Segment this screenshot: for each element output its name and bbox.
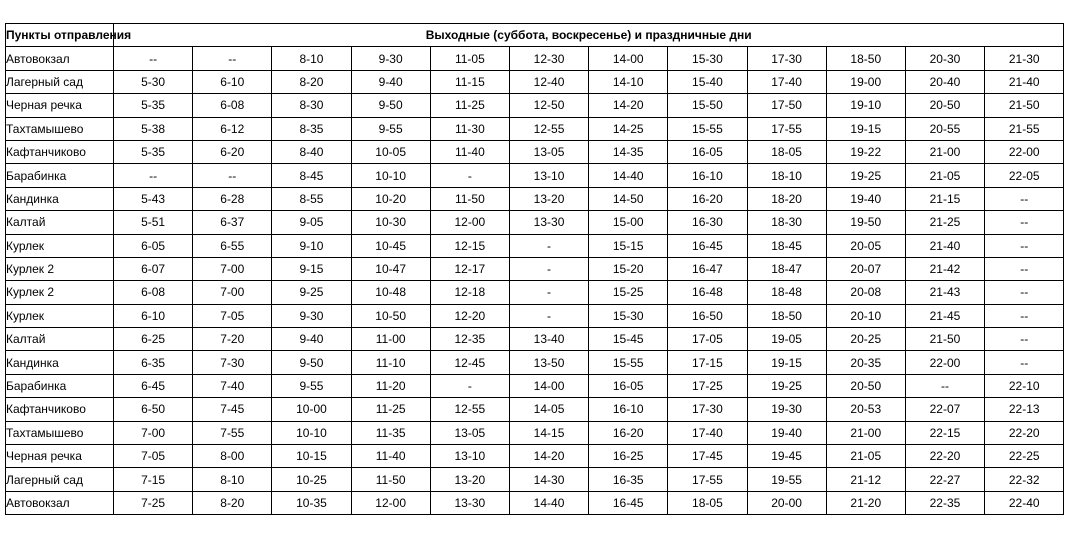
table-row xyxy=(6,304,1064,327)
departure-time-cell: 6-08 xyxy=(193,94,272,117)
departure-time-cell: 10-30 xyxy=(351,211,430,234)
departure-time-cell: 19-40 xyxy=(747,421,826,444)
departure-time-cell: 12-45 xyxy=(430,351,509,374)
departure-time-cell: 12-40 xyxy=(509,70,588,93)
stop-name-cell: Тахтамышево xyxy=(6,117,114,140)
schedule-body xyxy=(6,47,1064,515)
stop-name-cell: Кандинка xyxy=(6,187,114,210)
stop-name-cell: Лагерный сад xyxy=(6,70,114,93)
departure-time-cell: 18-20 xyxy=(747,187,826,210)
departure-time-cell: 17-40 xyxy=(747,70,826,93)
departure-time-cell: 11-25 xyxy=(351,398,430,421)
departure-time-cell: 14-30 xyxy=(509,468,588,491)
departure-time-cell: 7-25 xyxy=(114,491,193,514)
departure-time-cell: 5-38 xyxy=(114,117,193,140)
departure-time-cell: -- xyxy=(985,304,1064,327)
table-row xyxy=(6,468,1064,491)
departure-time-cell: 7-00 xyxy=(193,281,272,304)
departure-time-cell: 19-45 xyxy=(747,445,826,468)
header-row xyxy=(6,24,1064,47)
departure-time-cell: 16-10 xyxy=(589,398,668,421)
departure-time-cell: 12-35 xyxy=(430,328,509,351)
table-row xyxy=(6,491,1064,514)
departure-time-cell: 11-40 xyxy=(430,140,509,163)
departure-time-cell: 15-20 xyxy=(589,257,668,280)
departure-time-cell: 19-15 xyxy=(747,351,826,374)
departure-time-cell: 16-35 xyxy=(589,468,668,491)
bus-schedule-table xyxy=(5,23,1064,515)
departure-time-cell: 19-25 xyxy=(747,374,826,397)
stop-name-cell: Калтай xyxy=(6,211,114,234)
departure-time-cell: 5-30 xyxy=(114,70,193,93)
departure-time-cell: 20-00 xyxy=(747,491,826,514)
departure-time-cell: 16-20 xyxy=(589,421,668,444)
days-header: Выходные (суббота, воскресенье) и праздничные дни xyxy=(114,24,1064,47)
departure-time-cell: 9-55 xyxy=(272,374,351,397)
departure-time-cell: 19-40 xyxy=(826,187,905,210)
departure-time-cell: 9-50 xyxy=(272,351,351,374)
departure-time-cell: 6-35 xyxy=(114,351,193,374)
departure-time-cell: 17-30 xyxy=(668,398,747,421)
departure-time-cell: 20-40 xyxy=(905,70,984,93)
departure-time-cell: 12-17 xyxy=(430,257,509,280)
departure-time-cell: 22-27 xyxy=(905,468,984,491)
departure-time-cell: 9-55 xyxy=(351,117,430,140)
departure-time-cell: 10-05 xyxy=(351,140,430,163)
departure-time-cell: 15-25 xyxy=(589,281,668,304)
departure-time-cell: 8-10 xyxy=(272,47,351,70)
departure-time-cell: 21-40 xyxy=(905,234,984,257)
departure-time-cell: 9-40 xyxy=(272,328,351,351)
departure-time-cell: 7-45 xyxy=(193,398,272,421)
departure-time-cell: 8-20 xyxy=(193,491,272,514)
departure-time-cell: 14-00 xyxy=(589,47,668,70)
departure-time-cell: 21-12 xyxy=(826,468,905,491)
departure-time-cell: 11-00 xyxy=(351,328,430,351)
departure-time-cell: 21-30 xyxy=(985,47,1064,70)
departure-time-cell: 21-25 xyxy=(905,211,984,234)
departure-time-cell: 6-10 xyxy=(193,70,272,93)
departure-time-cell: 21-45 xyxy=(905,304,984,327)
departure-time-cell: 15-50 xyxy=(668,94,747,117)
departure-time-cell: -- xyxy=(905,374,984,397)
departure-time-cell: 20-35 xyxy=(826,351,905,374)
table-row xyxy=(6,445,1064,468)
departure-time-cell: 6-28 xyxy=(193,187,272,210)
departure-time-cell: 19-25 xyxy=(826,164,905,187)
departure-time-cell: -- xyxy=(985,351,1064,374)
departure-time-cell: 12-15 xyxy=(430,234,509,257)
table-row xyxy=(6,164,1064,187)
departure-time-cell: 22-32 xyxy=(985,468,1064,491)
stop-name-cell: Тахтамышево xyxy=(6,421,114,444)
departure-time-cell: 8-45 xyxy=(272,164,351,187)
departure-time-cell: 6-55 xyxy=(193,234,272,257)
departure-time-cell: 11-05 xyxy=(430,47,509,70)
departure-time-cell: - xyxy=(509,257,588,280)
stop-name-cell: Автовокзал xyxy=(6,491,114,514)
departure-time-cell: 21-55 xyxy=(985,117,1064,140)
departure-time-cell: 21-15 xyxy=(905,187,984,210)
departure-time-cell: - xyxy=(430,164,509,187)
departure-time-cell: 21-50 xyxy=(985,94,1064,117)
departure-time-cell: 8-30 xyxy=(272,94,351,117)
departure-time-cell: 20-55 xyxy=(905,117,984,140)
departure-time-cell: 6-10 xyxy=(114,304,193,327)
table-row xyxy=(6,328,1064,351)
departure-time-cell: - xyxy=(509,234,588,257)
departure-time-cell: 16-20 xyxy=(668,187,747,210)
departure-time-cell: 14-35 xyxy=(589,140,668,163)
table-row xyxy=(6,70,1064,93)
stop-name-cell: Кафтанчиково xyxy=(6,140,114,163)
departure-time-cell: 5-51 xyxy=(114,211,193,234)
departure-time-cell: 9-15 xyxy=(272,257,351,280)
departure-time-cell: 19-00 xyxy=(826,70,905,93)
departure-time-cell: 9-30 xyxy=(351,47,430,70)
departure-time-cell: 13-05 xyxy=(509,140,588,163)
departure-time-cell: 10-00 xyxy=(272,398,351,421)
departure-time-cell: 22-13 xyxy=(985,398,1064,421)
departure-time-cell: 5-43 xyxy=(114,187,193,210)
departure-time-cell: 7-00 xyxy=(193,257,272,280)
departure-time-cell: 17-30 xyxy=(747,47,826,70)
departure-time-cell: 18-05 xyxy=(668,491,747,514)
departure-time-cell: 13-40 xyxy=(509,328,588,351)
departure-time-cell: 17-15 xyxy=(668,351,747,374)
departure-time-cell: 7-15 xyxy=(114,468,193,491)
departure-time-cell: 17-50 xyxy=(747,94,826,117)
departure-time-cell: 10-10 xyxy=(351,164,430,187)
table-row xyxy=(6,374,1064,397)
departure-time-cell: 22-05 xyxy=(985,164,1064,187)
departure-time-cell: 18-05 xyxy=(747,140,826,163)
stop-name-cell: Черная речка xyxy=(6,94,114,117)
departure-time-cell: 19-22 xyxy=(826,140,905,163)
departure-time-cell: -- xyxy=(114,47,193,70)
departure-time-cell: 8-55 xyxy=(272,187,351,210)
departure-time-cell: 9-10 xyxy=(272,234,351,257)
table-row xyxy=(6,140,1064,163)
departure-time-cell: 22-15 xyxy=(905,421,984,444)
stop-name-cell: Курлек 2 xyxy=(6,257,114,280)
departure-time-cell: 13-05 xyxy=(430,421,509,444)
departure-time-cell: 22-10 xyxy=(985,374,1064,397)
departure-time-cell: 10-25 xyxy=(272,468,351,491)
departure-time-cell: 12-18 xyxy=(430,281,509,304)
departure-time-cell: 18-47 xyxy=(747,257,826,280)
departure-time-cell: 19-15 xyxy=(826,117,905,140)
departure-time-cell: 20-25 xyxy=(826,328,905,351)
departure-time-cell: 21-05 xyxy=(905,164,984,187)
departure-time-cell: 8-20 xyxy=(272,70,351,93)
departure-time-cell: 16-45 xyxy=(589,491,668,514)
departure-time-cell: 6-50 xyxy=(114,398,193,421)
departure-time-cell: 18-30 xyxy=(747,211,826,234)
departure-time-cell: 7-40 xyxy=(193,374,272,397)
departure-time-cell: 21-40 xyxy=(985,70,1064,93)
stop-name-cell: Барабинка xyxy=(6,164,114,187)
departure-time-cell: 10-50 xyxy=(351,304,430,327)
departure-time-cell: 9-30 xyxy=(272,304,351,327)
departure-time-cell: 6-07 xyxy=(114,257,193,280)
stop-name-cell: Калтай xyxy=(6,328,114,351)
departure-time-cell: 11-15 xyxy=(430,70,509,93)
departure-time-cell: 21-20 xyxy=(826,491,905,514)
departure-time-cell: 21-00 xyxy=(826,421,905,444)
departure-time-cell: -- xyxy=(193,47,272,70)
departure-time-cell: 22-35 xyxy=(905,491,984,514)
departure-time-cell: 14-25 xyxy=(589,117,668,140)
departure-time-cell: 15-40 xyxy=(668,70,747,93)
departure-time-cell: 15-30 xyxy=(589,304,668,327)
departure-time-cell: 17-45 xyxy=(668,445,747,468)
departure-time-cell: 20-07 xyxy=(826,257,905,280)
departure-time-cell: 8-35 xyxy=(272,117,351,140)
departure-time-cell: 6-20 xyxy=(193,140,272,163)
departure-time-cell: 19-50 xyxy=(826,211,905,234)
departure-time-cell: 20-30 xyxy=(905,47,984,70)
departure-time-cell: 10-48 xyxy=(351,281,430,304)
departure-time-cell: -- xyxy=(193,164,272,187)
departure-time-cell: 13-30 xyxy=(430,491,509,514)
departure-time-cell: 20-08 xyxy=(826,281,905,304)
departure-time-cell: 14-00 xyxy=(509,374,588,397)
departure-time-cell: 18-45 xyxy=(747,234,826,257)
table-row xyxy=(6,351,1064,374)
departure-time-cell: 7-30 xyxy=(193,351,272,374)
departure-time-cell: 22-40 xyxy=(985,491,1064,514)
stop-name-cell: Лагерный сад xyxy=(6,468,114,491)
departure-time-cell: 13-50 xyxy=(509,351,588,374)
departure-time-cell: 9-25 xyxy=(272,281,351,304)
table-row xyxy=(6,117,1064,140)
departure-time-cell: 6-08 xyxy=(114,281,193,304)
departure-time-cell: 11-50 xyxy=(430,187,509,210)
departure-time-cell: 20-10 xyxy=(826,304,905,327)
departure-time-cell: 19-55 xyxy=(747,468,826,491)
departure-time-cell: 8-10 xyxy=(193,468,272,491)
departure-time-cell: 19-30 xyxy=(747,398,826,421)
table-row xyxy=(6,421,1064,444)
table-row xyxy=(6,94,1064,117)
departure-time-cell: 13-20 xyxy=(430,468,509,491)
departure-time-cell: 10-20 xyxy=(351,187,430,210)
departure-time-cell: 10-10 xyxy=(272,421,351,444)
stop-name-cell: Автовокзал xyxy=(6,47,114,70)
departure-time-cell: 11-25 xyxy=(430,94,509,117)
departure-time-cell: -- xyxy=(985,187,1064,210)
stop-name-cell: Черная речка xyxy=(6,445,114,468)
departure-time-cell: -- xyxy=(985,281,1064,304)
departure-time-cell: 17-25 xyxy=(668,374,747,397)
departure-time-cell: 17-05 xyxy=(668,328,747,351)
departure-time-cell: 13-20 xyxy=(509,187,588,210)
departure-time-cell: 21-43 xyxy=(905,281,984,304)
departure-time-cell: 18-48 xyxy=(747,281,826,304)
departure-time-cell: 13-30 xyxy=(509,211,588,234)
departure-time-cell: 22-00 xyxy=(985,140,1064,163)
departure-time-cell: -- xyxy=(985,328,1064,351)
departure-time-cell: 11-20 xyxy=(351,374,430,397)
table-row xyxy=(6,187,1064,210)
departure-time-cell: 14-15 xyxy=(509,421,588,444)
stop-name-cell: Курлек xyxy=(6,304,114,327)
departure-time-cell: 7-05 xyxy=(193,304,272,327)
departure-time-cell: 6-37 xyxy=(193,211,272,234)
departure-time-cell: 16-45 xyxy=(668,234,747,257)
schedule-container xyxy=(5,23,1064,515)
departure-time-cell: 8-00 xyxy=(193,445,272,468)
departure-time-cell: 16-05 xyxy=(668,140,747,163)
departure-time-cell: 15-55 xyxy=(589,351,668,374)
departure-time-cell: 22-25 xyxy=(985,445,1064,468)
departure-time-cell: 6-45 xyxy=(114,374,193,397)
departure-time-cell: 13-10 xyxy=(509,164,588,187)
departure-time-cell: 19-05 xyxy=(747,328,826,351)
departure-time-cell: 14-40 xyxy=(589,164,668,187)
departure-time-cell: 16-25 xyxy=(589,445,668,468)
departure-time-cell: -- xyxy=(985,257,1064,280)
departure-time-cell: 17-55 xyxy=(747,117,826,140)
departure-time-cell: 10-47 xyxy=(351,257,430,280)
departure-time-cell: 21-42 xyxy=(905,257,984,280)
departure-time-cell: 20-50 xyxy=(826,374,905,397)
departure-time-cell: 10-45 xyxy=(351,234,430,257)
departure-time-cell: 17-55 xyxy=(668,468,747,491)
departure-time-cell: 12-00 xyxy=(351,491,430,514)
departure-time-cell: 11-40 xyxy=(351,445,430,468)
departure-time-cell: 11-35 xyxy=(351,421,430,444)
departure-time-cell: 21-00 xyxy=(905,140,984,163)
departure-time-cell: - xyxy=(430,374,509,397)
departure-time-cell: 21-50 xyxy=(905,328,984,351)
departure-time-cell: -- xyxy=(985,234,1064,257)
departure-time-cell: 12-50 xyxy=(509,94,588,117)
departure-time-cell: -- xyxy=(985,211,1064,234)
table-row xyxy=(6,281,1064,304)
departure-time-cell: 9-50 xyxy=(351,94,430,117)
departure-time-cell: 16-05 xyxy=(589,374,668,397)
departure-time-cell: 22-20 xyxy=(985,421,1064,444)
departure-time-cell: 7-55 xyxy=(193,421,272,444)
departure-time-cell: 20-50 xyxy=(905,94,984,117)
departure-time-cell: 17-40 xyxy=(668,421,747,444)
departure-time-cell: 16-48 xyxy=(668,281,747,304)
departure-time-cell: 15-15 xyxy=(589,234,668,257)
departure-time-cell: 11-50 xyxy=(351,468,430,491)
departure-time-cell: 16-30 xyxy=(668,211,747,234)
departure-time-cell: 10-15 xyxy=(272,445,351,468)
departure-time-cell: 16-10 xyxy=(668,164,747,187)
departure-time-cell: 18-50 xyxy=(826,47,905,70)
departure-time-cell: 5-35 xyxy=(114,94,193,117)
departure-time-cell: 14-50 xyxy=(589,187,668,210)
departure-time-cell: 14-10 xyxy=(589,70,668,93)
departure-time-cell: 12-55 xyxy=(430,398,509,421)
stop-name-cell: Кандинка xyxy=(6,351,114,374)
stop-name-cell: Барабинка xyxy=(6,374,114,397)
departure-time-cell: 15-45 xyxy=(589,328,668,351)
departure-time-cell: 7-00 xyxy=(114,421,193,444)
departure-time-cell: 14-05 xyxy=(509,398,588,421)
stop-column-header: Пункты отправления xyxy=(6,24,114,47)
departure-time-cell: 6-25 xyxy=(114,328,193,351)
departure-time-cell: 6-12 xyxy=(193,117,272,140)
stop-name-cell: Кафтанчиково xyxy=(6,398,114,421)
departure-time-cell: 7-20 xyxy=(193,328,272,351)
departure-time-cell: 22-07 xyxy=(905,398,984,421)
departure-time-cell: 9-05 xyxy=(272,211,351,234)
departure-time-cell: 20-53 xyxy=(826,398,905,421)
departure-time-cell: 14-20 xyxy=(589,94,668,117)
table-row xyxy=(6,234,1064,257)
departure-time-cell: 20-05 xyxy=(826,234,905,257)
departure-time-cell: - xyxy=(509,281,588,304)
departure-time-cell: 10-35 xyxy=(272,491,351,514)
departure-time-cell: 11-10 xyxy=(351,351,430,374)
departure-time-cell: 21-05 xyxy=(826,445,905,468)
departure-time-cell: 19-10 xyxy=(826,94,905,117)
departure-time-cell: 6-05 xyxy=(114,234,193,257)
departure-time-cell: 14-20 xyxy=(509,445,588,468)
departure-time-cell: 5-35 xyxy=(114,140,193,163)
departure-time-cell: 12-00 xyxy=(430,211,509,234)
stop-name-cell: Курлек 2 xyxy=(6,281,114,304)
departure-time-cell: 22-20 xyxy=(905,445,984,468)
table-row xyxy=(6,211,1064,234)
departure-time-cell: 9-40 xyxy=(351,70,430,93)
departure-time-cell: 11-30 xyxy=(430,117,509,140)
table-row xyxy=(6,257,1064,280)
table-row xyxy=(6,47,1064,70)
departure-time-cell: 8-40 xyxy=(272,140,351,163)
departure-time-cell: 15-00 xyxy=(589,211,668,234)
departure-time-cell: 12-20 xyxy=(430,304,509,327)
departure-time-cell: 13-10 xyxy=(430,445,509,468)
departure-time-cell: 15-30 xyxy=(668,47,747,70)
departure-time-cell: -- xyxy=(114,164,193,187)
departure-time-cell: 16-47 xyxy=(668,257,747,280)
departure-time-cell: 12-30 xyxy=(509,47,588,70)
departure-time-cell: 12-55 xyxy=(509,117,588,140)
departure-time-cell: 22-00 xyxy=(905,351,984,374)
departure-time-cell: 18-10 xyxy=(747,164,826,187)
departure-time-cell: 15-55 xyxy=(668,117,747,140)
departure-time-cell: 14-40 xyxy=(509,491,588,514)
departure-time-cell: 18-50 xyxy=(747,304,826,327)
table-row xyxy=(6,398,1064,421)
departure-time-cell: - xyxy=(509,304,588,327)
stop-name-cell: Курлек xyxy=(6,234,114,257)
departure-time-cell: 7-05 xyxy=(114,445,193,468)
departure-time-cell: 16-50 xyxy=(668,304,747,327)
